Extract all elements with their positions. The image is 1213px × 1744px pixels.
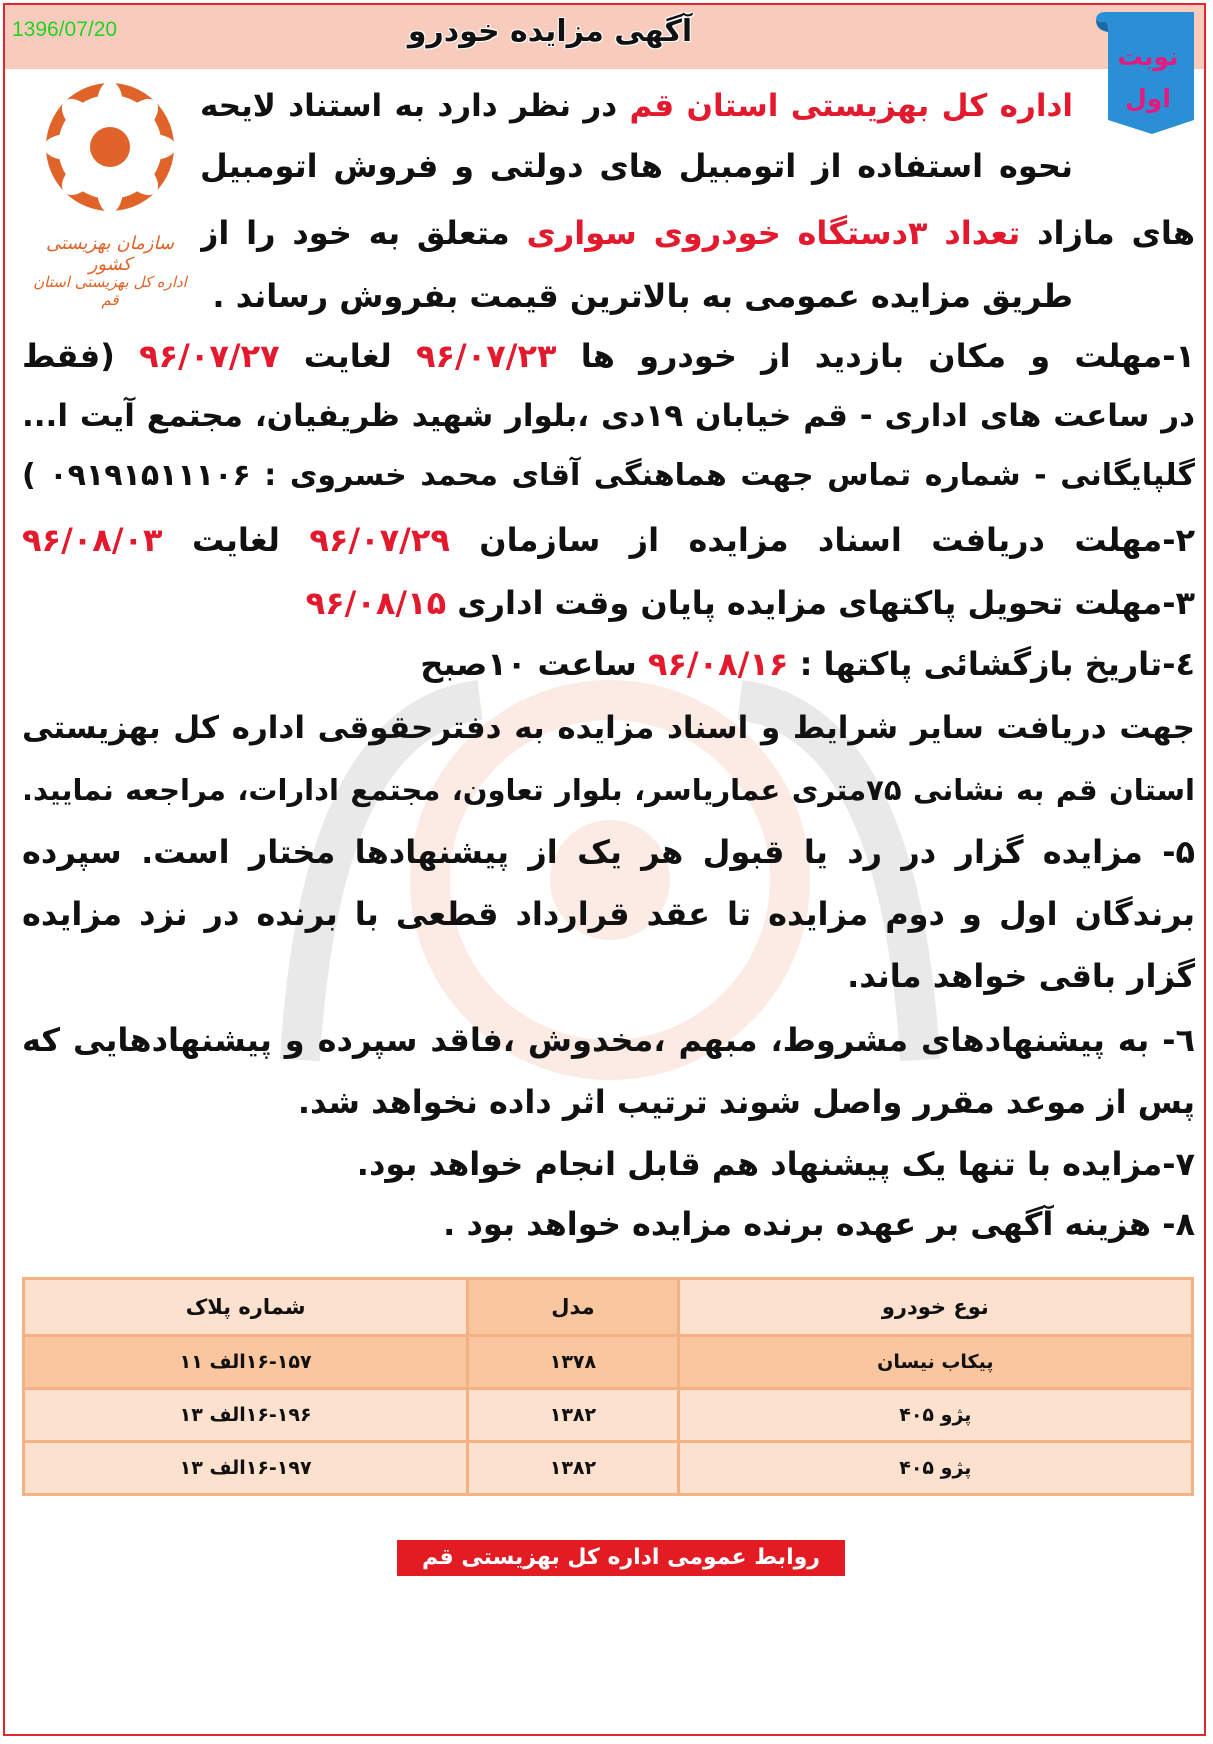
body-text: طریق مزایده عمومی به بالاترین قیمت بفروش رساند . [212, 277, 1073, 315]
body-text: در ساعت های اداری - قم خیابان ۱۹دی ،بلوار شهید ظریفیان، مجتمع آیت ا... [22, 398, 1195, 434]
body-text: در نظر دارد به استناد لایحه [200, 88, 630, 124]
logo-org-name: سازمان بهزیستی کشور [45, 233, 175, 275]
body-line [22, 448, 1195, 504]
body-text: ساعت ۱۰صبح [420, 645, 648, 683]
body-line [22, 886, 1195, 942]
vehicle-model: ۱۳۷۸ [468, 1336, 678, 1389]
body-line [22, 388, 1195, 444]
vehicle-plate: ۱۶-۱۵۷الف ۱۱ [24, 1336, 468, 1389]
vehicle-type: پژو ۴۰۵ [678, 1442, 1192, 1495]
body-text: (فقط [22, 337, 140, 375]
body-line [22, 1196, 1195, 1252]
col-plate-header: شماره پلاک [24, 1279, 468, 1336]
body-line [22, 948, 1195, 1004]
body-text: ٦- به پیشنهادهای مشروط، مبهم ،مخدوش ،فاقد سپرده و پیشنهادهایی که [22, 1021, 1195, 1059]
body-text: گزار باقی خواهد ماند. [847, 957, 1195, 995]
body-line [22, 1136, 1195, 1192]
vehicle-model: ۱۳۸۲ [468, 1389, 678, 1442]
table-row [24, 1442, 1193, 1495]
body-text: پس از موعد مقرر واصل شوند ترتیب اثر داده نخواهد شد. [297, 1083, 1195, 1121]
highlight-text: ۹۶/۰۷/۲۳ [415, 337, 557, 375]
body-text: ۵- مزایده گزار در رد یا قبول هر یک از پیشنهادها مختار است. سپرده [22, 833, 1195, 871]
body-line [22, 1012, 1195, 1068]
body-text: استان قم به نشانی ۷۵متری عمارياسر، بلوار تعاون، مجتمع ادارات، مراجعه نمایید. [22, 773, 1195, 807]
body-line [200, 138, 1073, 194]
body-text: جهت دریافت سایر شرایط و اسناد مزایده به دفترحقوقی اداره کل بهزیستی [22, 710, 1195, 746]
ad-title: آگهی مزایده خودرو [407, 14, 693, 49]
vehicle-model: ۱۳۸۲ [468, 1442, 678, 1495]
body-text: ٤-تاریخ بازگشائی پاکتها : [788, 645, 1195, 683]
table-row [24, 1336, 1193, 1389]
flower-logo-icon [30, 75, 190, 225]
body-line [22, 824, 1195, 880]
body-text: ۸- هزینه آگهی بر عهده برنده مزایده خواهد بود . [443, 1205, 1195, 1243]
body-line [200, 205, 1195, 261]
vehicle-table [22, 1277, 1194, 1496]
vehicle-plate: ۱۶-۱۹۶الف ۱۳ [24, 1389, 468, 1442]
body-text: های مازاد [1020, 214, 1195, 252]
body-text: گلپایگانی - شماره تماس جهت هماهنگی آقای محمد خسروی : ۰۹۱۹۱۵۱۱۱۰۶ ) [22, 458, 1195, 493]
vehicle-type: پیکاب نیسان [678, 1336, 1192, 1389]
publish-date: 1396/07/20 [12, 18, 118, 41]
body-text: نحوه استفاده از اتومبیل های دولتی و فروش اتومبیل [200, 147, 1073, 185]
table-header-row [24, 1279, 1193, 1336]
body-line [22, 700, 1195, 756]
body-text: ۱-مهلت و مکان بازدید از خودرو ها [556, 337, 1195, 375]
body-text: برندگان اول و دوم مزایده تا عقد قرارداد قطعی با برنده در نزد مزایده [22, 895, 1195, 933]
col-type-header: نوع خودرو [678, 1279, 1192, 1336]
highlight-text: ۹۶/۰۸/۱۵ [305, 584, 447, 622]
body-text: متعلق به خود را از [200, 214, 527, 252]
body-line [200, 268, 1073, 324]
first-round-badge [1094, 10, 1196, 135]
body-line [22, 575, 1195, 631]
highlight-text: ۹۶/۰۸/۱۶ [647, 645, 789, 683]
body-line [22, 636, 1195, 692]
body-text: لغایت [279, 337, 416, 375]
body-text: ۷-مزایده با تنها یک پیشنهاد هم قابل انجام خواهد بود. [356, 1145, 1195, 1183]
footer-public-relations: روابط عمومی اداره کل بهزیستی قم [397, 1540, 845, 1576]
badge-label: نوبت اول [1117, 42, 1179, 113]
vehicle-type: پژو ۴۰۵ [678, 1389, 1192, 1442]
vehicle-plate: ۱۶-۱۹۷الف ۱۳ [24, 1442, 468, 1495]
table-row [24, 1389, 1193, 1442]
logo-office-name: اداره کل بهزیستی استان قم [33, 273, 187, 309]
body-line [200, 78, 1073, 134]
body-line [22, 1074, 1195, 1130]
body-line [22, 762, 1195, 818]
highlight-text: ۹۶/۰۷/۲۷ [139, 337, 280, 375]
highlight-text: اداره کل بهزیستی استان قم [629, 88, 1073, 124]
behzisti-logo [30, 75, 190, 335]
highlight-text: ۹۶/۰۷/۲۹ [309, 521, 450, 559]
highlight-text: ۹۶/۰۸/۰۳ [22, 521, 163, 559]
body-line [22, 328, 1195, 384]
body-text: ۳-مهلت تحویل پاکتهای مزایده پایان وقت اداری [446, 584, 1195, 622]
body-text: ۲-مهلت دریافت اسناد مزایده از سازمان [449, 521, 1195, 559]
highlight-text: تعداد ۳دستگاه خودروی سواری [526, 214, 1021, 252]
body-line [22, 512, 1195, 568]
body-text: لغایت [162, 521, 310, 559]
col-model-header: مدل [468, 1279, 678, 1336]
